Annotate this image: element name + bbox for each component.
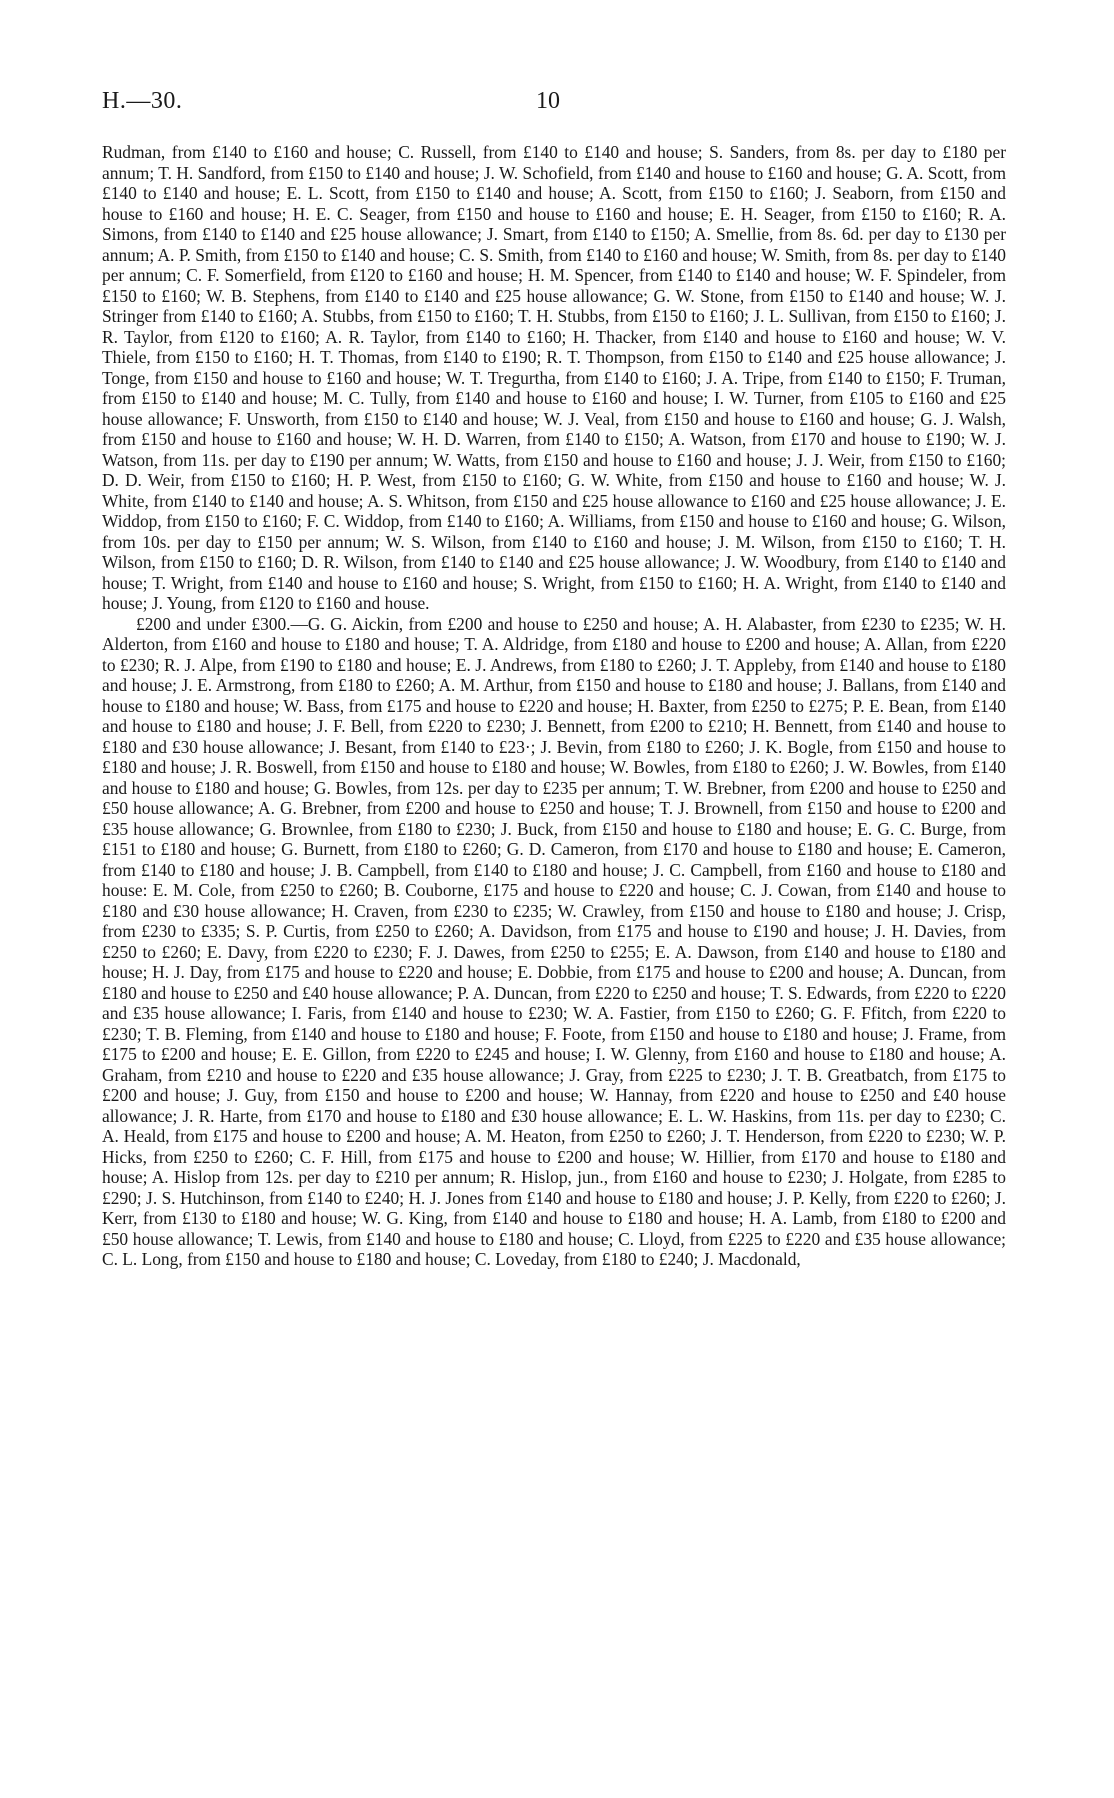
paragraph-salary-band-200-300: £200 and under £300.—G. G. Aickin, from £200 and house to £250 and house; A. H. Alabaster, from £230 to £235; W. H. Alderton, from £160 and house to £180 and house; T. A. Aldridge, from £180 and house to £200 and house; A. Allan, from £220 to £230; R. J. Alpe, from £190 to £180 and house; E. J. Andrews, from £180 to £260; J. T. Appleby, from £140 and house to £180 and house; J. E. Armstrong, from £180 to £260; A. M. Arthur, from £150 and house to £180 and house; J. Ballans, from £140 and house to £180 and house; W. Bass, from £175 and house to £220 and house; H. Baxter, from £250 to £275; P. E. Bean, from £140 and house to £180 and house; J. F. Bell, from £220 to £230; J. Bennett, from £200 to £210; H. Bennett, from £140 and house to £180 and £30 house allowance; J. Besant, from £140 to £23·; J. Bevin, from £180 to £260; J. K. Bogle, from £150 and house to £180 and house; J. R. Boswell, from £150 and house to £180 and house; W. Bowles, from £180 to £260; J. W. Bowles, from £140 and house to £180 and house; G. Bowles, from 12s. per day to £235 per annum; T. W. Brebner, from £200 and house to £250 and £50 house allowance; A. G. Brebner, from £200 and house to £250 and house; T. J. Brownell, from £150 and house to £200 and £35 house allowance; G. Brownlee, from £180 to £230; J. Buck, from £150 and house to £180 and house; E. G. C. Burge, from £151 to £180 and house; G. Burnett, from £180 to £260; G. D. Cameron, from £170 and house to £180 and house; E. Cameron, from £140 to £180 and house; J. B. Campbell, from £140 to £180 and house; J. C. Campbell, from £160 and house to £180 and house: E. M. Cole, from £250 to £260; B. Couborne, £175 and house to £220 and house; C. J. Cowan, from £140 and house to £180 and £30 house allowance; H. Craven, from £230 to £235; W. Crawley, from £150 and house to £180 and house; J. Crisp, from £230 to £335; S. P. Curtis, from £250 to £260; A. Davidson, from £175 and house to £190 and house; J. H. Davies, from £250 to £260; E. Davy, from £220 to £230; F. J. Dawes, from £250 to £255; E. A. Dawson, from £140 and house to £180 and house; H. J. Day, from £175 and house to £220 and house; E. Dobbie, from £175 and house to £200 and house; A. Duncan, from £180 and house to £250 and £40 house allowance; P. A. Duncan, from £220 to £250 and house; T. S. Edwards, from £220 to £220 and £35 house allowance; I. Faris, from £140 and house to £230; W. A. Fastier, from £150 to £260; G. F. Ffitch, from £220 to £230; T. B. Fleming, from £140 and house to £180 and house; F. Foote, from £150 and house to £180 and house; J. Frame, from £175 to £200 and house; E. E. Gillon, from £220 to £245 and house; I. W. Glenny, from £160 and house to £180 and house; A. Graham, from £210 and house to £220 and £35 house allowance; J. Gray, from £225 to £230; J. T. B. Greatbatch, from £175 to £200 and house; J. Guy, from £150 and house to £200 and house; W. Hannay, from £220 and house to £250 and £40 house allowance; J. R. Harte, from £170 and house to £180 and £30 house allowance; E. L. W. Haskins, from 11s. per day to £230; C. A. Heald, from £175 and house to £200 and house; A. M. Heaton, from £250 to £260; J. T. Henderson, from £220 to £230; W. P. Hicks, from £250 to £260; C. F. Hill, from £175 and house to £200 and house; W. Hillier, from £170 and house to £180 and house; A. Hislop from 12s. per day to £210 per annum; R. Hislop, jun., from £160 and house to £230; J. Holgate, from £285 to £290; J. S. Hutchinson, from £140 to £240; H. J. Jones from £140 and house to £180 and house; J. P. Kelly, from £220 to £260; J. Kerr, from £130 to £180 and house; W. G. King, from £140 and house to £180 and house; H. A. Lamb, from £180 to £200 and £50 house allowance; T. Lewis, from £140 and house to £180 and house; C. Lloyd, from £225 to £220 and £35 house allowance; C. L. Long, from £150 and house to £180 and house; C. Loveday, from £180 to £240; J. Macdonald, [102, 613, 1006, 1269]
page-header [102, 88, 1006, 128]
document-reference: H.—30. [102, 88, 183, 114]
paragraph-continuation: Rudman, from £140 to £160 and house; C. Russell, from £140 to £140 and house; S. Sanders, from 8s. per day to £180 per annum; T. H. Sandford, from £150 to £140 and house; J. W. Schofield, from £140 and house to £160 and house; G. A. Scott, from £140 to £140 and house; E. L. Scott, from £150 to £140 and house; A. Scott, from £150 to £160; J. Seaborn, from £150 and house to £160 and house; H. E. C. Seager, from £150 and house to £160 and house; E. H. Seager, from £150 to £160; R. A. Simons, from £140 to £140 and £25 house allowance; J. Smart, from £140 to £150; A. Smellie, from 8s. 6d. per day to £130 per annum; A. P. Smith, from £150 to £140 and house; C. S. Smith, from £140 to £160 and house; W. Smith, from 8s. per day to £140 per annum; C. F. Somerfield, from £120 to £160 and house; H. M. Spencer, from £140 to £140 and house; W. F. Spindeler, from £150 to £160; W. B. Stephens, from £140 to £140 and £25 house allowance; G. W. Stone, from £150 to £140 and house; W. J. Stringer from £140 to £160; A. Stubbs, from £150 to £160; T. H. Stubbs, from £150 to £160; J. L. Sullivan, from £150 to £160; J. R. Taylor, from £120 to £160; A. R. Taylor, from £140 to £160; H. Thacker, from £140 and house to £160 and house; W. V. Thiele, from £150 to £160; H. T. Thomas, from £140 to £190; R. T. Thompson, from £150 to £140 and £25 house allowance; J. Tonge, from £150 and house to £160 and house; W. T. Tregurtha, from £140 to £160; J. A. Tripe, from £140 to £150; F. Truman, from £150 to £140 and house; M. C. Tully, from £140 and house to £160 and house; I. W. Turner, from £105 to £160 and £25 house allowance; F. Unsworth, from £150 to £140 and house; W. J. Veal, from £150 and house to £160 and house; G. J. Walsh, from £150 and house to £160 and house; W. H. D. Warren, from £140 to £150; A. Watson, from £170 and house to £190; W. J. Watson, from 11s. per day to £190 per annum; W. Watts, from £150 and house to £160 and house; J. J. Weir, from £150 to £160; D. D. Weir, from £150 to £160; H. P. West, from £150 to £160; G. W. White, from £150 and house to £160 and house; W. J. White, from £140 to £140 and house; A. S. Whitson, from £150 and £25 house allowance to £160 and £25 house allowance; J. E. Widdop, from £150 to £160; F. C. Widdop, from £140 to £160; A. Williams, from £150 and house to £160 and house; G. Wilson, from 10s. per day to £150 per annum; W. S. Wilson, from £140 to £160 and house; J. M. Wilson, from £150 to £160; T. H. Wilson, from £150 to £160; D. R. Wilson, from £140 to £140 and £25 house allowance; J. W. Woodbury, from £140 to £140 and house; T. Wright, from £140 and house to £160 and house; S. Wright, from £150 to £160; H. A. Wright, from £140 to £140 and house; J. Young, from £120 to £160 and house. [102, 142, 1006, 613]
body-text [102, 142, 1006, 1270]
page-number: 10 [536, 88, 560, 114]
